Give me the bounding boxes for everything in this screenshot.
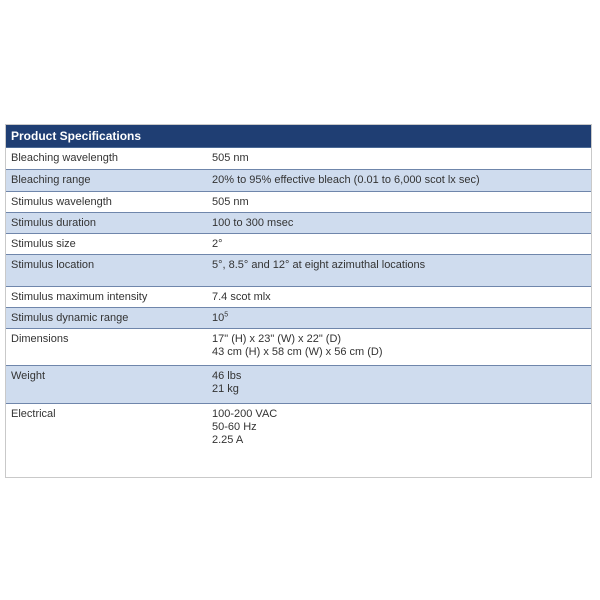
- row-value: [212, 308, 591, 328]
- product-specifications-table: [5, 124, 592, 478]
- table-title: Product Specifications: [6, 125, 591, 148]
- row-value: 20% to 95% effective bleach (0.01 to 6,000 scot lx sec): [212, 174, 480, 186]
- row-label: Bleaching wavelength: [11, 152, 119, 164]
- table-row: [6, 404, 591, 464]
- row-value: 2°: [212, 238, 223, 250]
- row-value: 7.4 scot mlx: [212, 291, 271, 303]
- table-row: [6, 329, 591, 366]
- row-label: Weight: [11, 370, 46, 382]
- row-label: Dimensions: [11, 333, 69, 345]
- row-value: 5°, 8.5° and 12° at eight azimuthal locations: [212, 259, 426, 271]
- table-row: [6, 255, 591, 287]
- row-value: 100 to 300 msec: [212, 217, 294, 229]
- row-value: 100-200 VAC 50-60 Hz 2.25 A: [212, 408, 278, 446]
- row-value: 505 nm: [212, 152, 249, 164]
- table-row: [6, 308, 591, 329]
- dynamic-range-base: 10: [212, 312, 225, 324]
- dynamic-range-exponent: 5: [224, 311, 229, 319]
- table-row: [6, 170, 591, 192]
- table-row: [6, 148, 591, 170]
- row-value: 17" (H) x 23" (W) x 22" (D) 43 cm (H) x 58 cm (W) x 56 cm (D): [212, 333, 383, 358]
- row-label: Bleaching range: [11, 174, 91, 186]
- table-row: [6, 366, 591, 404]
- row-label: Stimulus wavelength: [11, 196, 112, 208]
- row-label: Electrical: [11, 408, 56, 420]
- row-label: Stimulus location: [11, 259, 95, 271]
- table-row: [6, 213, 591, 234]
- table-row: [6, 287, 591, 308]
- row-value: 505 nm: [212, 196, 249, 208]
- table-row: [6, 234, 591, 255]
- row-label: Stimulus dynamic range: [11, 312, 129, 324]
- table-row: [6, 192, 591, 213]
- row-label: Stimulus duration: [11, 217, 96, 229]
- row-label: Stimulus maximum intensity: [11, 291, 148, 303]
- row-value: 46 lbs 21 kg: [212, 370, 242, 395]
- row-label: Stimulus size: [11, 238, 76, 250]
